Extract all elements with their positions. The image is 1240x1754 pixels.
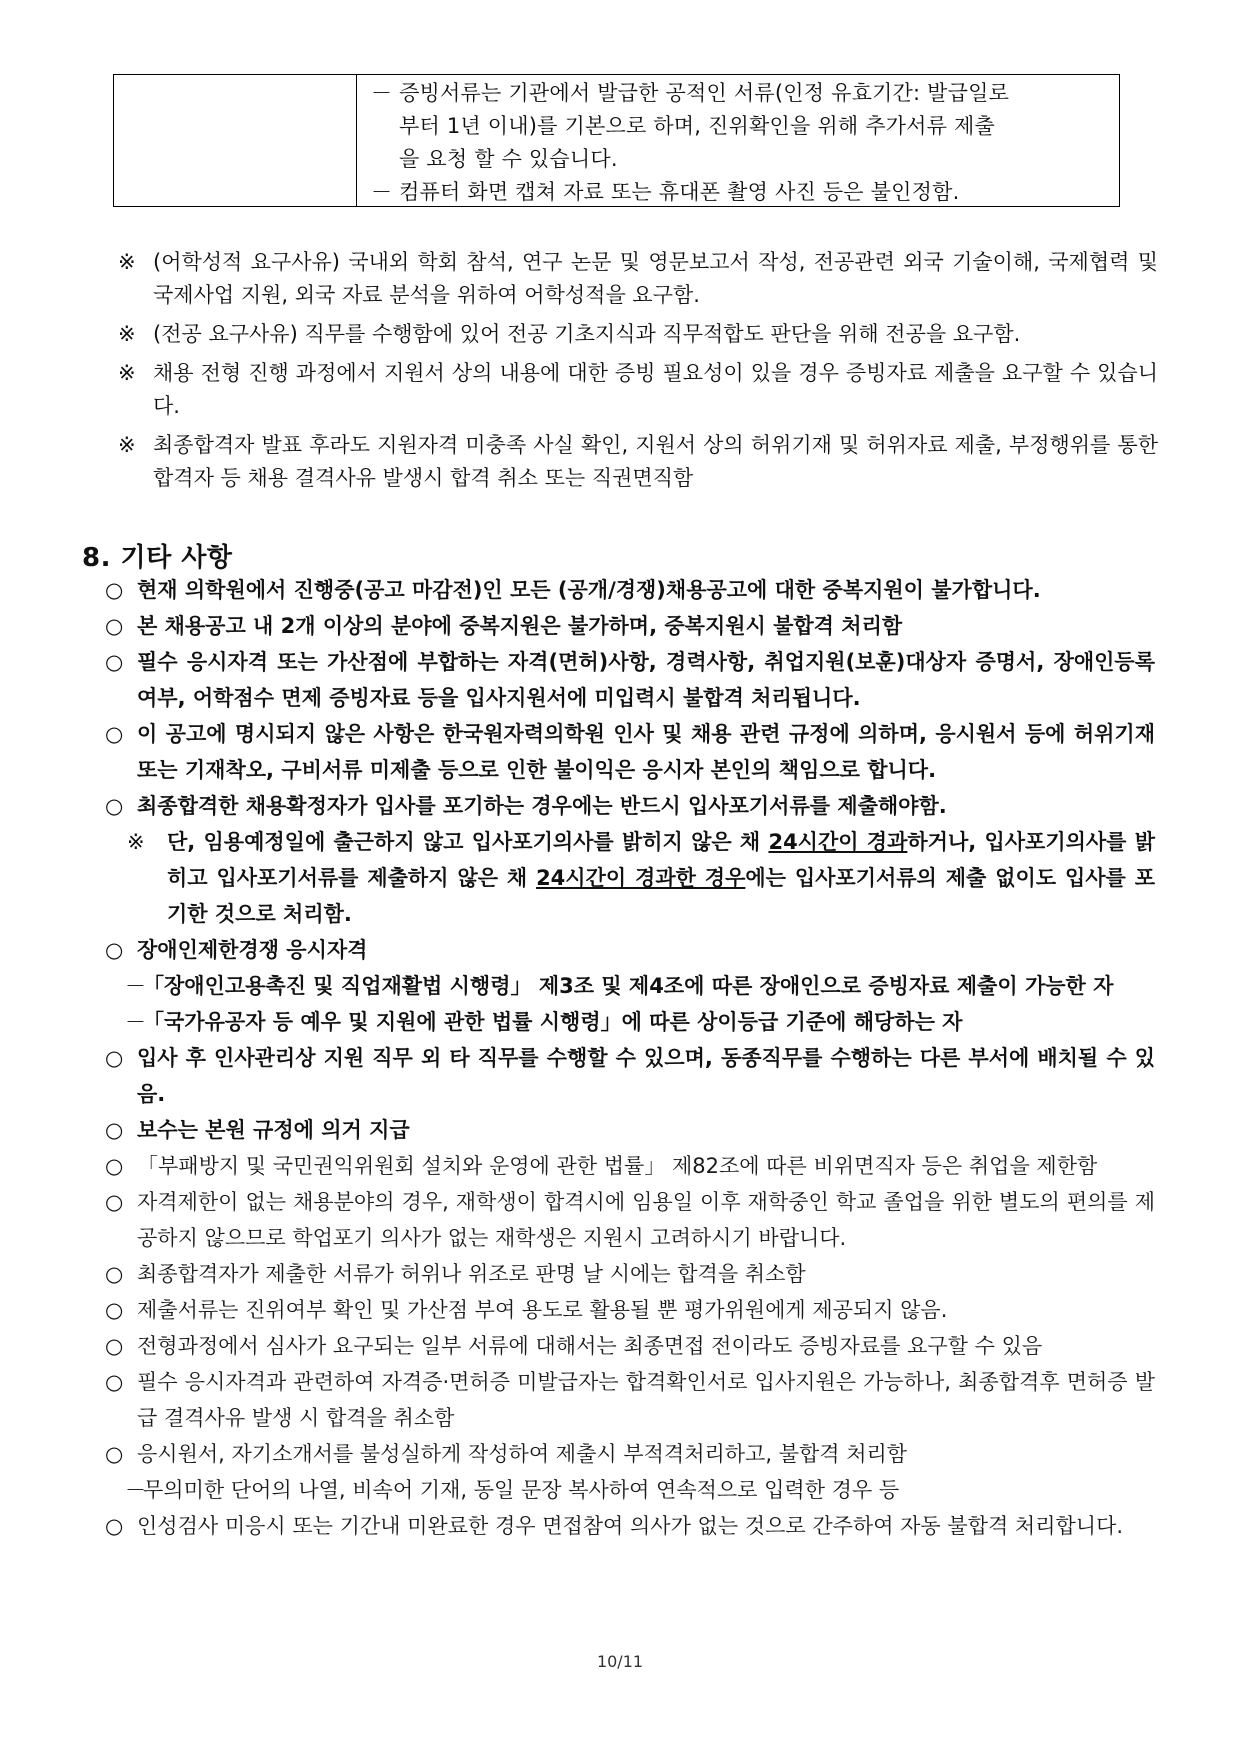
table-content-cell [357, 75, 1119, 206]
list-item [105, 1292, 1155, 1328]
underlined-text: 24시간이 경과한 경우 [536, 866, 746, 890]
list-item [105, 932, 1155, 968]
subitem-text: 「장애인고용촉진 및 직업재활법 시행령」 제3조 및 제4조에 따른 장애인으로 증빙자료 제출이 가능한 자 [143, 974, 1114, 998]
table-line: 부터 1년 이내)를 기본으로 하며, 진위확인을 위해 추가서류 제출 [399, 114, 995, 138]
item-text: 응시원서, 자기소개서를 불성실하게 작성하여 제출시 부적격처리하고, 불합격 처리함 [137, 1442, 908, 1466]
bullet: ○ [105, 1298, 124, 1322]
item-text: 인성검사 미응시 또는 기간내 미완료한 경우 면접참여 의사가 없는 것으로 간주하여 자동 불합격 처리합니다. [137, 1514, 1124, 1538]
note-text: (전공 요구사유) 직무를 수행함에 있어 전공 기초지식과 직무적합도 판단을 위해 전공을 요구함. [153, 322, 1021, 346]
note-item [118, 318, 1158, 351]
bullet: ○ [105, 578, 124, 602]
list-item [105, 1148, 1155, 1184]
bullet: ○ [105, 614, 124, 638]
note-mark: ※ [118, 433, 136, 457]
list-item [105, 572, 1155, 608]
item-note-text: 단, 임용예정일에 출근하지 않고 입사포기의사를 밝히지 않은 채 24시간이 경과하거나, 입사포기의사를 밝히고 입사포기서류를 제출하지 않은 채 24시간이 경과한 경우에는 입사포기서류의 제출 없이도 입사를 포기한 것으로 처리함. [167, 830, 1156, 926]
bullet: ○ [105, 1190, 124, 1214]
evidence-table [113, 74, 1120, 207]
note-mark: ※ [118, 361, 136, 385]
note-text: 채용 전형 진행 과정에서 지원서 상의 내용에 대한 증빙 필요성이 있을 경우 증빙자료 제출을 요구할 수 있습니다. [153, 361, 1158, 418]
list-item [105, 788, 1155, 824]
list-item-note [105, 824, 1155, 932]
list-subitem [105, 968, 1155, 1004]
item-text: 최종합격한 채용확정자가 입사를 포기하는 경우에는 반드시 입사포기서류를 제출해야함. [137, 794, 947, 818]
note-item [118, 246, 1158, 312]
bullet: ○ [105, 650, 124, 674]
bullet: ○ [105, 1154, 124, 1178]
item-text: 본 채용공고 내 2개 이상의 분야에 중복지원은 불가하며, 중복지원시 불합격 처리함 [137, 614, 903, 638]
table-line: － 증빙서류는 기관에서 발급한 공적인 서류(인정 유효기간: 발급일로 [371, 81, 1010, 105]
note-mark: ※ [127, 830, 145, 854]
section-title: 8. 기타 사항 [82, 543, 233, 573]
list-item [105, 1256, 1155, 1292]
note-text: (어학성적 요구사유) 국내외 학회 참석, 연구 논문 및 영문보고서 작성, 전공관련 외국 기술이해, 국제협력 및 국제사업 지원, 외국 자료 분석을 위하여 어학성적을 요구함. [153, 250, 1158, 307]
bullet: ○ [105, 1514, 124, 1538]
list-subitem [105, 1004, 1155, 1040]
item-text: 입사 후 인사관리상 지원 직무 외 타 직무를 수행할 수 있으며, 동종직무를 수행하는 다른 부서에 배치될 수 있음. [137, 1046, 1155, 1106]
subitem-text: 무의미한 단어의 나열, 비속어 기재, 동일 문장 복사하여 연속적으로 입력한 경우 등 [143, 1478, 900, 1502]
list-item [105, 1112, 1155, 1148]
bullet: ○ [105, 1046, 124, 1070]
list-item [105, 608, 1155, 644]
underlined-text: 24시간이 경과 [768, 830, 908, 854]
bullet: ○ [105, 1262, 124, 1286]
item-text: 필수 응시자격 또는 가산점에 부합하는 자격(면허)사항, 경력사항, 취업지원(보훈)대상자 증명서, 장애인등록여부, 어학점수 면제 증빙자료 등을 입사지원서에 미입력시 불합격 처리됩니다. [137, 650, 1155, 710]
table-line: － 컴퓨터 화면 캡쳐 자료 또는 휴대폰 촬영 사진 등은 불인정함. [371, 180, 960, 204]
item-text: 전형과정에서 심사가 요구되는 일부 서류에 대해서는 최종면접 전이라도 증빙자료를 요구할 수 있음 [137, 1334, 1043, 1358]
list-item [105, 716, 1155, 788]
table-label-cell [114, 75, 357, 206]
bullet: ○ [105, 1442, 124, 1466]
item-text: 현재 의학원에서 진행중(공고 마감전)인 모든 (공개/경쟁)채용공고에 대한 중복지원이 불가합니다. [137, 578, 1041, 602]
bullet: ○ [105, 722, 124, 746]
subitem-text: 「국가유공자 등 예우 및 지원에 관한 법률 시행령」에 따른 상이등급 기준에 해당하는 자 [143, 1010, 963, 1034]
item-text: 「부패방지 및 국민권익위원회 설치와 운영에 관한 법률」 제82조에 따른 비위면직자 등은 취업을 제한함 [137, 1154, 1098, 1178]
bullet: ○ [105, 1118, 124, 1142]
item-text: 제출서류는 진위여부 확인 및 가산점 부여 용도로 활용될 뿐 평가위원에게 제공되지 않음. [137, 1298, 948, 1322]
bullet: ○ [105, 794, 124, 818]
item-text: 필수 응시자격과 관련하여 자격증·면허증 미발급자는 합격확인서로 입사지원은 가능하나, 최종합격후 면허증 발급 결격사유 발생 시 합격을 취소함 [137, 1370, 1155, 1430]
page-number: 10/11 [596, 1652, 644, 1671]
list-item [105, 644, 1155, 716]
section-body [105, 572, 1155, 1544]
list-item [105, 1184, 1155, 1256]
item-text: 최종합격자가 제출한 서류가 허위나 위조로 판명 날 시에는 합격을 취소함 [137, 1262, 806, 1286]
list-item [105, 1328, 1155, 1364]
bullet: ○ [105, 1334, 124, 1358]
bullet: ○ [105, 938, 124, 962]
list-item [105, 1364, 1155, 1436]
note-mark: ※ [118, 250, 136, 274]
item-text: 장애인제한경쟁 응시자격 [137, 938, 368, 962]
note-item [118, 429, 1158, 495]
note-mark: ※ [118, 322, 136, 346]
dash-mark: － [125, 1478, 146, 1502]
item-text: 자격제한이 없는 채용분야의 경우, 재학생이 합격시에 임용일 이후 재학중인 학교 졸업을 위한 별도의 편의를 제공하지 않으므로 학업포기 의사가 없는 재학생은 지원시 고려하시기 바랍니다. [137, 1190, 1155, 1250]
dash-mark: － [125, 1010, 146, 1034]
notes-list [118, 246, 1158, 501]
note-item [118, 357, 1158, 423]
table-line: 을 요청 할 수 있습니다. [399, 147, 618, 171]
note-text: 최종합격자 발표 후라도 지원자격 미충족 사실 확인, 지원서 상의 허위기재 및 허위자료 제출, 부정행위를 통한 합격자 등 채용 결격사유 발생시 합격 취소 또는 직권면직함 [153, 433, 1158, 490]
dash-mark: － [125, 974, 146, 998]
list-item [105, 1436, 1155, 1472]
list-subitem [105, 1472, 1155, 1508]
item-text: 이 공고에 명시되지 않은 사항은 한국원자력의학원 인사 및 채용 관련 규정에 의하며, 응시원서 등에 허위기재 또는 기재착오, 구비서류 미제출 등으로 인한 불이익은 응시자 본인의 책임으로 합니다. [137, 722, 1155, 782]
list-item [105, 1040, 1155, 1112]
list-item [105, 1508, 1155, 1544]
item-text: 보수는 본원 규정에 의거 지급 [137, 1118, 410, 1142]
bullet: ○ [105, 1370, 124, 1394]
